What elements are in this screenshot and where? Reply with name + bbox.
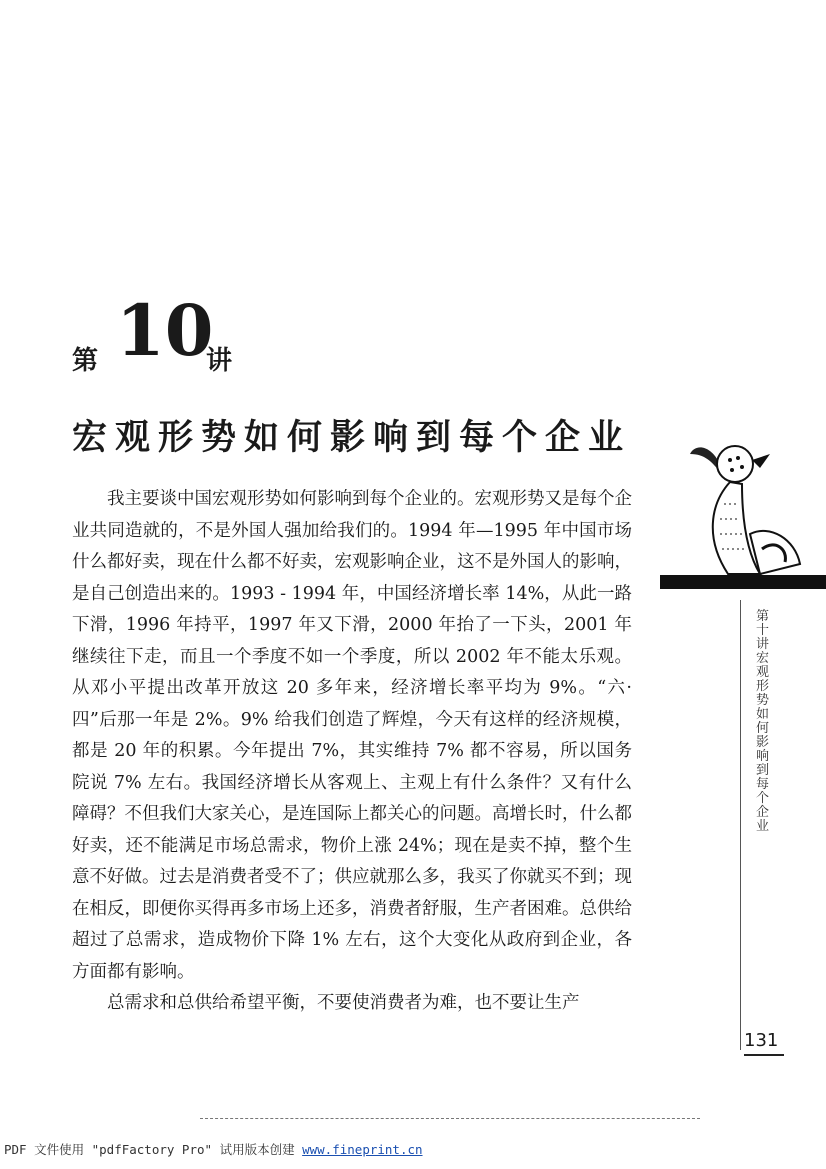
page-number: 131 xyxy=(744,1030,784,1056)
paragraph-1: 我主要谈中国宏观形势如何影响到每个企业的。宏观形势又是每个企业共同造就的，不是外国人强加给我们的。1994 年—1995 年中国市场什么都好卖，现在什么都不好卖，宏观影响企业，这不是外国人的影响，是自己创造出来的。1993 - 1994 年，中国经济增长率 14%，从此一路下滑，1996 年持平，1997 年又下滑，2000 年抬了一下头，2001 年继续往下走，而且一个季度不如一个季度，所以 2002 年不能太乐观。从邓小平提出改革开放这 20 多年来，经济增长率平均为 9%。“六·四”后那一年是 2%。9% 给我们创造了辉煌，今天有这样的经济规模，都是 20 年的积累。今年提出 7%，其实维持 7% 都不容易，所以国务院说 7% 左右。我国经济增长从客观上、主观上有什么条件？又有什么障碍？不但我们大家关心，是连国际上都关心的问题。高增长时，什么都好卖，还不能满足市场总需求，物价上涨 24%；现在是卖不掉，整个生意不好做。过去是消费者受不了；供应就那么多，我买了你就买不到；现在相反，即便你买得再多市场上还多，消费者舒服，生产者困难。总供给超过了总需求，造成物价下降 1% 左右，这个大变化从政府到企业，各方面都有影响。 xyxy=(72,489,632,982)
side-running-title: 第十讲 宏观形势如何影响到每个企业 xyxy=(756,609,770,834)
footer-text: PDF 文件使用 "pdfFactory Pro" 试用版本创建 xyxy=(4,1142,295,1157)
pdf-footer xyxy=(4,1140,423,1158)
decorative-bird-ornament xyxy=(690,434,810,584)
side-rule xyxy=(740,600,741,1050)
chapter-prefix: 第 xyxy=(72,346,101,376)
footer-link[interactable]: www.fineprint.cn xyxy=(302,1142,423,1157)
body-text xyxy=(72,484,632,1020)
chapter-suffix: 讲 xyxy=(206,346,233,376)
decorative-black-bar xyxy=(660,575,826,589)
paragraph-2: 总需求和总供给希望平衡，不要使消费者为难，也不要让生产 xyxy=(107,993,580,1013)
footer-rule xyxy=(200,1118,700,1120)
chapter-number: 10 xyxy=(116,289,214,372)
chapter-title: 宏观形势如何影响到每个企业 xyxy=(72,418,632,458)
